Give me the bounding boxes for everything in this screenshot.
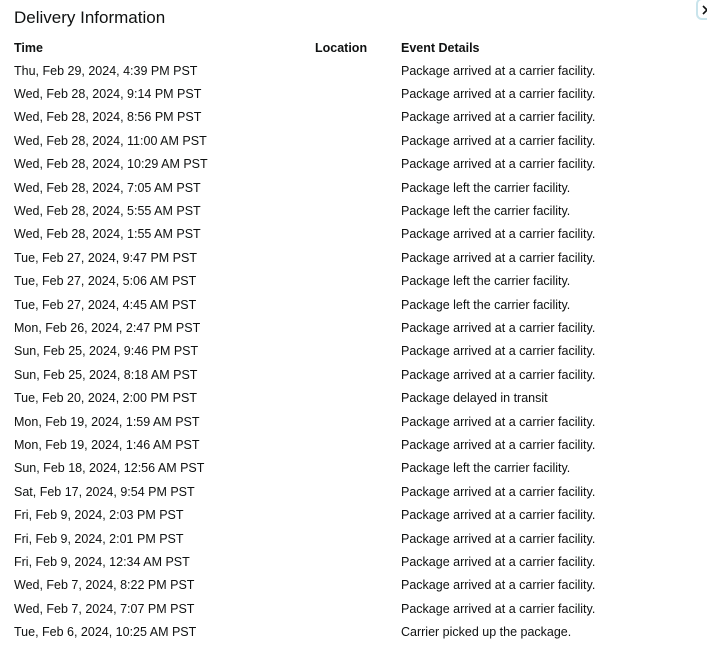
event-details-cell: Package arrived at a carrier facility. <box>401 133 596 148</box>
table-row <box>14 620 691 643</box>
event-details-cell: Package arrived at a carrier facility. <box>401 320 596 335</box>
tracking-events-table <box>14 36 691 644</box>
event-time-cell: Tue, Feb 6, 2024, 10:25 AM PST <box>14 625 197 640</box>
event-time-cell: Thu, Feb 29, 2024, 4:39 PM PST <box>14 63 198 78</box>
event-details-cell: Package arrived at a carrier facility. <box>401 554 596 569</box>
event-details-cell: Package left the carrier facility. <box>401 204 571 219</box>
event-details-cell: Package arrived at a carrier facility. <box>401 437 596 452</box>
event-location-cell <box>315 574 401 597</box>
event-location-cell <box>315 59 401 82</box>
event-location-cell <box>315 340 401 363</box>
close-icon <box>702 5 707 15</box>
event-location-cell <box>315 293 401 316</box>
event-details-cell: Package arrived at a carrier facility. <box>401 344 596 359</box>
table-row <box>14 410 691 433</box>
column-header-location: Location <box>315 40 368 55</box>
event-details-cell: Package left the carrier facility. <box>401 180 571 195</box>
column-header-time: Time <box>14 40 43 55</box>
event-location-cell <box>315 620 401 643</box>
event-location-cell <box>315 246 401 269</box>
event-location-cell <box>315 550 401 573</box>
event-details-cell: Package left the carrier facility. <box>401 461 571 476</box>
table-row <box>14 106 691 129</box>
event-location-cell <box>315 316 401 339</box>
event-time-cell: Wed, Feb 28, 2024, 11:00 AM PST <box>14 133 207 148</box>
table-row <box>14 480 691 503</box>
event-details-cell: Package arrived at a carrier facility. <box>401 227 596 242</box>
event-time-cell: Mon, Feb 19, 2024, 1:59 AM PST <box>14 414 200 429</box>
column-header-event-details: Event Details <box>401 40 480 55</box>
event-details-cell: Package arrived at a carrier facility. <box>401 531 596 546</box>
table-row <box>14 386 691 409</box>
table-row <box>14 316 691 339</box>
event-location-cell <box>315 176 401 199</box>
event-details-cell: Package left the carrier facility. <box>401 297 571 312</box>
event-time-cell: Tue, Feb 20, 2024, 2:00 PM PST <box>14 391 197 406</box>
table-row <box>14 223 691 246</box>
event-time-cell: Wed, Feb 28, 2024, 8:56 PM PST <box>14 110 202 125</box>
event-details-cell: Package arrived at a carrier facility. <box>401 484 596 499</box>
event-location-cell <box>315 129 401 152</box>
table-row <box>14 153 691 176</box>
table-row <box>14 270 691 293</box>
event-time-cell: Fri, Feb 9, 2024, 12:34 AM PST <box>14 554 190 569</box>
event-details-cell: Package arrived at a carrier facility. <box>401 63 596 78</box>
table-row <box>14 433 691 456</box>
table-row <box>14 597 691 620</box>
event-time-cell: Wed, Feb 28, 2024, 1:55 AM PST <box>14 227 201 242</box>
table-row <box>14 527 691 550</box>
table-row <box>14 246 691 269</box>
event-time-cell: Mon, Feb 26, 2024, 2:47 PM PST <box>14 320 201 335</box>
table-row <box>14 129 691 152</box>
table-row <box>14 176 691 199</box>
event-details-cell: Package arrived at a carrier facility. <box>401 414 596 429</box>
event-details-cell: Package arrived at a carrier facility. <box>401 250 596 265</box>
event-details-cell: Package left the carrier facility. <box>401 274 571 289</box>
event-time-cell: Sun, Feb 25, 2024, 8:18 AM PST <box>14 367 198 382</box>
event-time-cell: Wed, Feb 28, 2024, 5:55 AM PST <box>14 204 201 219</box>
event-time-cell: Wed, Feb 28, 2024, 7:05 AM PST <box>14 180 201 195</box>
event-time-cell: Tue, Feb 27, 2024, 5:06 AM PST <box>14 274 197 289</box>
event-time-cell: Sat, Feb 17, 2024, 9:54 PM PST <box>14 484 195 499</box>
event-location-cell <box>315 82 401 105</box>
event-location-cell <box>315 106 401 129</box>
event-location-cell <box>315 199 401 222</box>
table-body <box>14 59 691 644</box>
modal-title: Delivery Information <box>14 8 166 27</box>
event-time-cell: Wed, Feb 7, 2024, 7:07 PM PST <box>14 601 195 616</box>
event-details-cell: Package arrived at a carrier facility. <box>401 110 596 125</box>
table-row <box>14 503 691 526</box>
event-location-cell <box>315 153 401 176</box>
event-location-cell <box>315 597 401 620</box>
event-location-cell <box>315 223 401 246</box>
table-row <box>14 59 691 82</box>
table-row <box>14 82 691 105</box>
event-details-cell: Package arrived at a carrier facility. <box>401 157 596 172</box>
event-location-cell <box>315 410 401 433</box>
event-time-cell: Wed, Feb 28, 2024, 10:29 AM PST <box>14 157 208 172</box>
event-details-cell: Package arrived at a carrier facility. <box>401 601 596 616</box>
event-location-cell <box>315 386 401 409</box>
event-details-cell: Package delayed in transit <box>401 391 548 406</box>
table-row <box>14 340 691 363</box>
table-row <box>14 457 691 480</box>
event-location-cell <box>315 480 401 503</box>
event-time-cell: Mon, Feb 19, 2024, 1:46 AM PST <box>14 437 200 452</box>
event-time-cell: Fri, Feb 9, 2024, 2:03 PM PST <box>14 508 184 523</box>
event-location-cell <box>315 503 401 526</box>
table-row <box>14 363 691 386</box>
event-details-cell: Package arrived at a carrier facility. <box>401 367 596 382</box>
event-details-cell: Package arrived at a carrier facility. <box>401 87 596 102</box>
table-row <box>14 199 691 222</box>
event-location-cell <box>315 433 401 456</box>
event-location-cell <box>315 457 401 480</box>
event-time-cell: Wed, Feb 28, 2024, 9:14 PM PST <box>14 87 202 102</box>
table-row <box>14 574 691 597</box>
event-details-cell: Package arrived at a carrier facility. <box>401 578 596 593</box>
close-button[interactable] <box>696 0 707 20</box>
event-time-cell: Sun, Feb 18, 2024, 12:56 AM PST <box>14 461 205 476</box>
event-details-cell: Carrier picked up the package. <box>401 625 572 640</box>
event-time-cell: Wed, Feb 7, 2024, 8:22 PM PST <box>14 578 195 593</box>
table-row <box>14 550 691 573</box>
event-location-cell <box>315 363 401 386</box>
event-location-cell <box>315 270 401 293</box>
event-time-cell: Sun, Feb 25, 2024, 9:46 PM PST <box>14 344 199 359</box>
table-header-row <box>14 36 691 59</box>
event-time-cell: Tue, Feb 27, 2024, 4:45 AM PST <box>14 297 197 312</box>
table-row <box>14 293 691 316</box>
event-details-cell: Package arrived at a carrier facility. <box>401 508 596 523</box>
event-time-cell: Tue, Feb 27, 2024, 9:47 PM PST <box>14 250 197 265</box>
event-time-cell: Fri, Feb 9, 2024, 2:01 PM PST <box>14 531 184 546</box>
event-location-cell <box>315 527 401 550</box>
